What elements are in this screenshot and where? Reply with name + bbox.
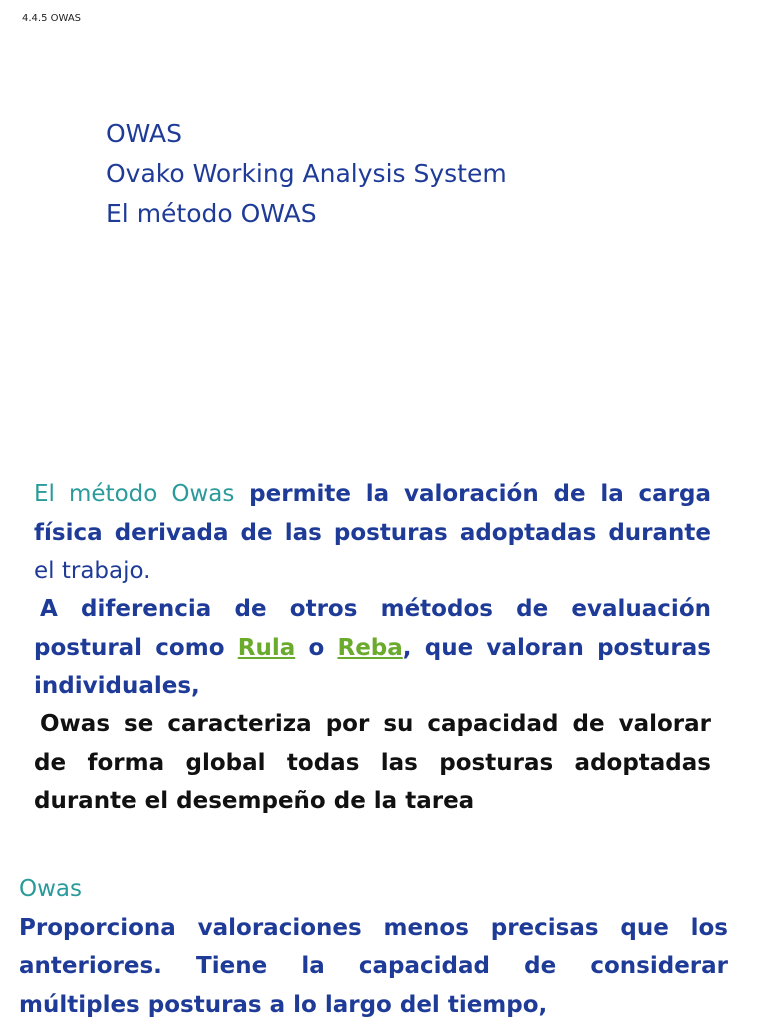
title-block	[106, 114, 507, 234]
paragraph-definition-line1-text: permite la valoración de la carga	[234, 481, 711, 507]
comparison-connector: o	[295, 634, 338, 661]
paragraph-comparison-line2	[34, 629, 711, 668]
paragraph-summary	[19, 870, 728, 1024]
method-highlight: El método Owas	[34, 481, 235, 507]
paragraph-definition-line2: física derivada de las posturas adoptadas durante	[34, 519, 711, 546]
paragraph-definition-line3: el trabajo.	[34, 558, 151, 584]
paragraph-definition	[34, 475, 711, 591]
title-acronym: OWAS	[106, 119, 183, 148]
summary-heading: Owas	[19, 876, 82, 902]
comparison-text-end: , que valoran posturas	[402, 634, 711, 661]
rula-link[interactable]: Rula	[237, 634, 296, 661]
paragraph-definition-line1	[34, 475, 711, 514]
title-method: El método OWAS	[106, 199, 317, 228]
paragraph-comparison	[34, 590, 711, 706]
paragraph-comparison-line3: individuales,	[34, 673, 200, 699]
paragraph-characteristic	[34, 705, 711, 821]
paragraph-characteristic-line1: Owas se caracteriza por su capacidad de valorar	[40, 711, 711, 737]
comparison-text-start: postural como	[34, 634, 238, 661]
paragraph-summary-line2: anteriores. Tiene la capacidad de considerar	[19, 953, 728, 979]
title-full-name: Ovako Working Analysis System	[106, 159, 507, 188]
paragraph-summary-line3: múltiples posturas a lo largo del tiempo,	[19, 991, 548, 1018]
paragraph-characteristic-line3: durante el desempeño de la tarea	[34, 788, 475, 814]
paragraph-characteristic-line2: de forma global todas las posturas adoptadas	[34, 749, 711, 776]
paragraph-comparison-line1: A diferencia de otros métodos de evaluación	[40, 596, 711, 622]
section-label: 4.4.5 OWAS	[22, 13, 82, 24]
reba-link[interactable]: Reba	[337, 634, 403, 661]
paragraph-summary-line1: Proporciona valoraciones menos precisas que los	[19, 914, 728, 941]
